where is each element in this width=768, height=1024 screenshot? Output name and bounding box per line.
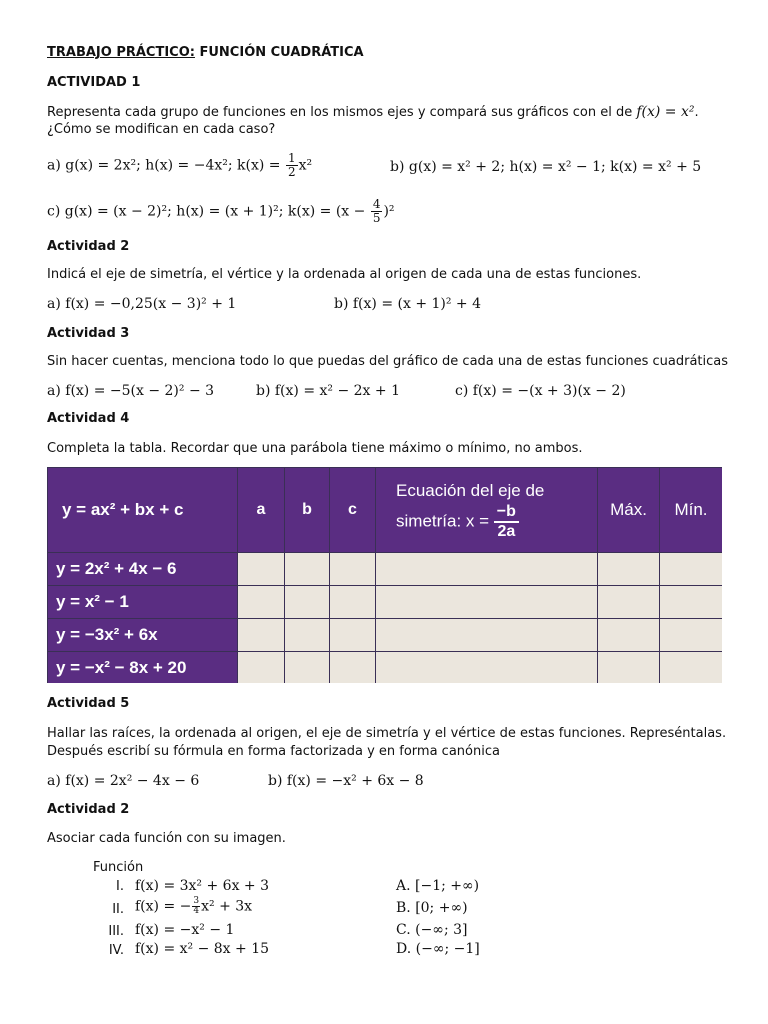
header-min: Mín. [660,468,723,553]
act5-item-b: b) f(x) = −x² + 6x − 8 [268,773,424,789]
function-frac-num: 3 [193,896,200,906]
title-underlined: TRABAJO PRÁCTICO: [47,45,195,60]
cell-b[interactable] [285,652,330,684]
header-axis-label: simetría: x = [396,511,494,531]
act1-c-fraction [371,198,383,225]
function-item: f(x) = −x² − 1 [135,922,235,938]
cell-c[interactable] [330,652,376,684]
cell-b[interactable] [285,586,330,619]
act1-intro-text: Representa cada grupo de funciones en los mismos ejes y compará sus gráficos con el de [47,105,637,120]
image-option: A. [−1; +∞) [396,878,480,894]
act1-intro-end: . [694,105,699,120]
row-equation: y = 2x² + 4x − 6 [48,553,238,586]
act2-item-b: b) f(x) = (x + 1)² + 4 [334,296,482,312]
act1-c-post: )² [383,203,395,220]
row-equation: y = −3x² + 6x [48,619,238,652]
act1-a-fraction [286,152,298,179]
header-a: a [238,468,285,553]
act1-a-frac-num: 1 [287,151,296,165]
act5-text-line2: Después escribí su fórmula en forma factorizada y en forma canónica [47,744,500,759]
cell-a[interactable] [238,553,285,586]
act1-a-post: x² [298,157,313,174]
act3-item-c: c) f(x) = −(x + 3)(x − 2) [455,383,626,399]
row-equation: y = x² − 1 [48,586,238,619]
function-item: f(x) = 3x² + 6x + 3 [135,878,270,894]
act3-item-b: b) f(x) = x² − 2x + 1 [256,383,400,399]
act1-a-expr: a) g(x) = 2x²; h(x) = −4x²; k(x) = [47,157,285,174]
cell-min[interactable] [660,553,723,586]
act1-a-frac-den: 2 [287,165,296,179]
act1-c-frac-den: 5 [372,211,381,225]
table-row [48,586,723,619]
roman-numeral: IV. [108,943,124,958]
header-axis-line1: Ecuación del eje de [396,481,545,500]
cell-c[interactable] [330,619,376,652]
cell-a[interactable] [238,619,285,652]
roman-numeral: II. [112,902,124,917]
act4-heading: Actividad 4 [47,411,130,426]
header-b: b [285,468,330,553]
row-equation: y = −x² − 8x + 20 [48,652,238,684]
act2-text: Indicá el eje de simetría, el vértice y la ordenada al origen de cada una de estas funciones. [47,267,642,282]
roman-numeral: III. [108,924,124,939]
cell-axis[interactable] [376,619,598,652]
function-item-fraction [192,897,200,916]
act1-item-c [47,198,395,225]
title-rest: FUNCIÓN CUADRÁTICA [194,45,364,60]
act1-c-expr: c) g(x) = (x − 2)²; h(x) = (x + 1)²; k(x) = (x − [47,203,370,220]
cell-b[interactable] [285,619,330,652]
function-frac-den: 4 [193,906,200,916]
table-header-row [48,468,723,553]
cell-a[interactable] [238,586,285,619]
header-c: c [330,468,376,553]
act6-text: Asociar cada función con su imagen. [47,831,286,846]
image-option: D. (−∞; −1] [396,941,480,957]
cell-max[interactable] [598,553,660,586]
function-item-pre: f(x) = − [135,898,192,915]
act1-intro-line2: ¿Cómo se modifican en cada caso? [47,122,276,137]
header-axis-line2 [396,503,597,541]
act1-heading: ACTIVIDAD 1 [47,75,141,90]
image-option: C. (−∞; 3] [396,922,468,938]
cell-min[interactable] [660,652,723,684]
table-row [48,553,723,586]
act6-heading: Actividad 2 [47,802,130,817]
function-item-post: x² + 3x [201,898,253,915]
act2-heading: Actividad 2 [47,239,130,254]
act3-item-a: a) f(x) = −5(x − 2)² − 3 [47,383,215,399]
act5-heading: Actividad 5 [47,696,130,711]
cell-c[interactable] [330,586,376,619]
image-option: B. [0; +∞) [396,900,468,916]
table-row [48,652,723,684]
act3-text: Sin hacer cuentas, menciona todo lo que puedas del gráfico de cada una de estas funciones cuadráticas [47,354,729,369]
header-axis-equation [376,468,598,553]
roman-numeral: I. [116,879,124,894]
function-item [135,897,252,916]
act1-intro-line1 [47,103,699,121]
header-max: Máx. [598,468,660,553]
act5-text-line1: Hallar las raíces, la ordenada al origen, el eje de simetría y el vértice de estas funciones. Represéntalas. [47,726,727,741]
page-title [47,44,364,61]
function-item: f(x) = x² − 8x + 15 [135,941,270,957]
header-axis-frac-den: 2a [497,523,516,540]
cell-axis[interactable] [376,652,598,684]
header-axis-frac-num: −b [494,503,519,523]
cell-min[interactable] [660,586,723,619]
cell-axis[interactable] [376,553,598,586]
act5-item-a: a) f(x) = 2x² − 4x − 6 [47,773,200,789]
cell-min[interactable] [660,619,723,652]
header-axis-fraction [494,503,519,541]
act4-text: Completa la tabla. Recordar que una parábola tiene máximo o mínimo, no ambos. [47,441,583,456]
act2-item-a: a) f(x) = −0,25(x − 3)² + 1 [47,296,237,312]
act1-item-a [47,152,312,179]
cell-axis[interactable] [376,586,598,619]
act1-c-frac-num: 4 [372,197,381,211]
table-row [48,619,723,652]
header-equation: y = ax² + bx + c [48,468,238,553]
cell-c[interactable] [330,553,376,586]
cell-max[interactable] [598,652,660,684]
act3-heading: Actividad 3 [47,326,130,341]
cell-max[interactable] [598,586,660,619]
quadratic-table [47,467,722,683]
act6-column-label: Función [93,860,144,875]
cell-max[interactable] [598,619,660,652]
cell-b[interactable] [285,553,330,586]
cell-a[interactable] [238,652,285,684]
act1-intro-math: f(x) = x² [636,104,695,120]
act1-item-b: b) g(x) = x² + 2; h(x) = x² − 1; k(x) = x² + 5 [390,159,702,175]
